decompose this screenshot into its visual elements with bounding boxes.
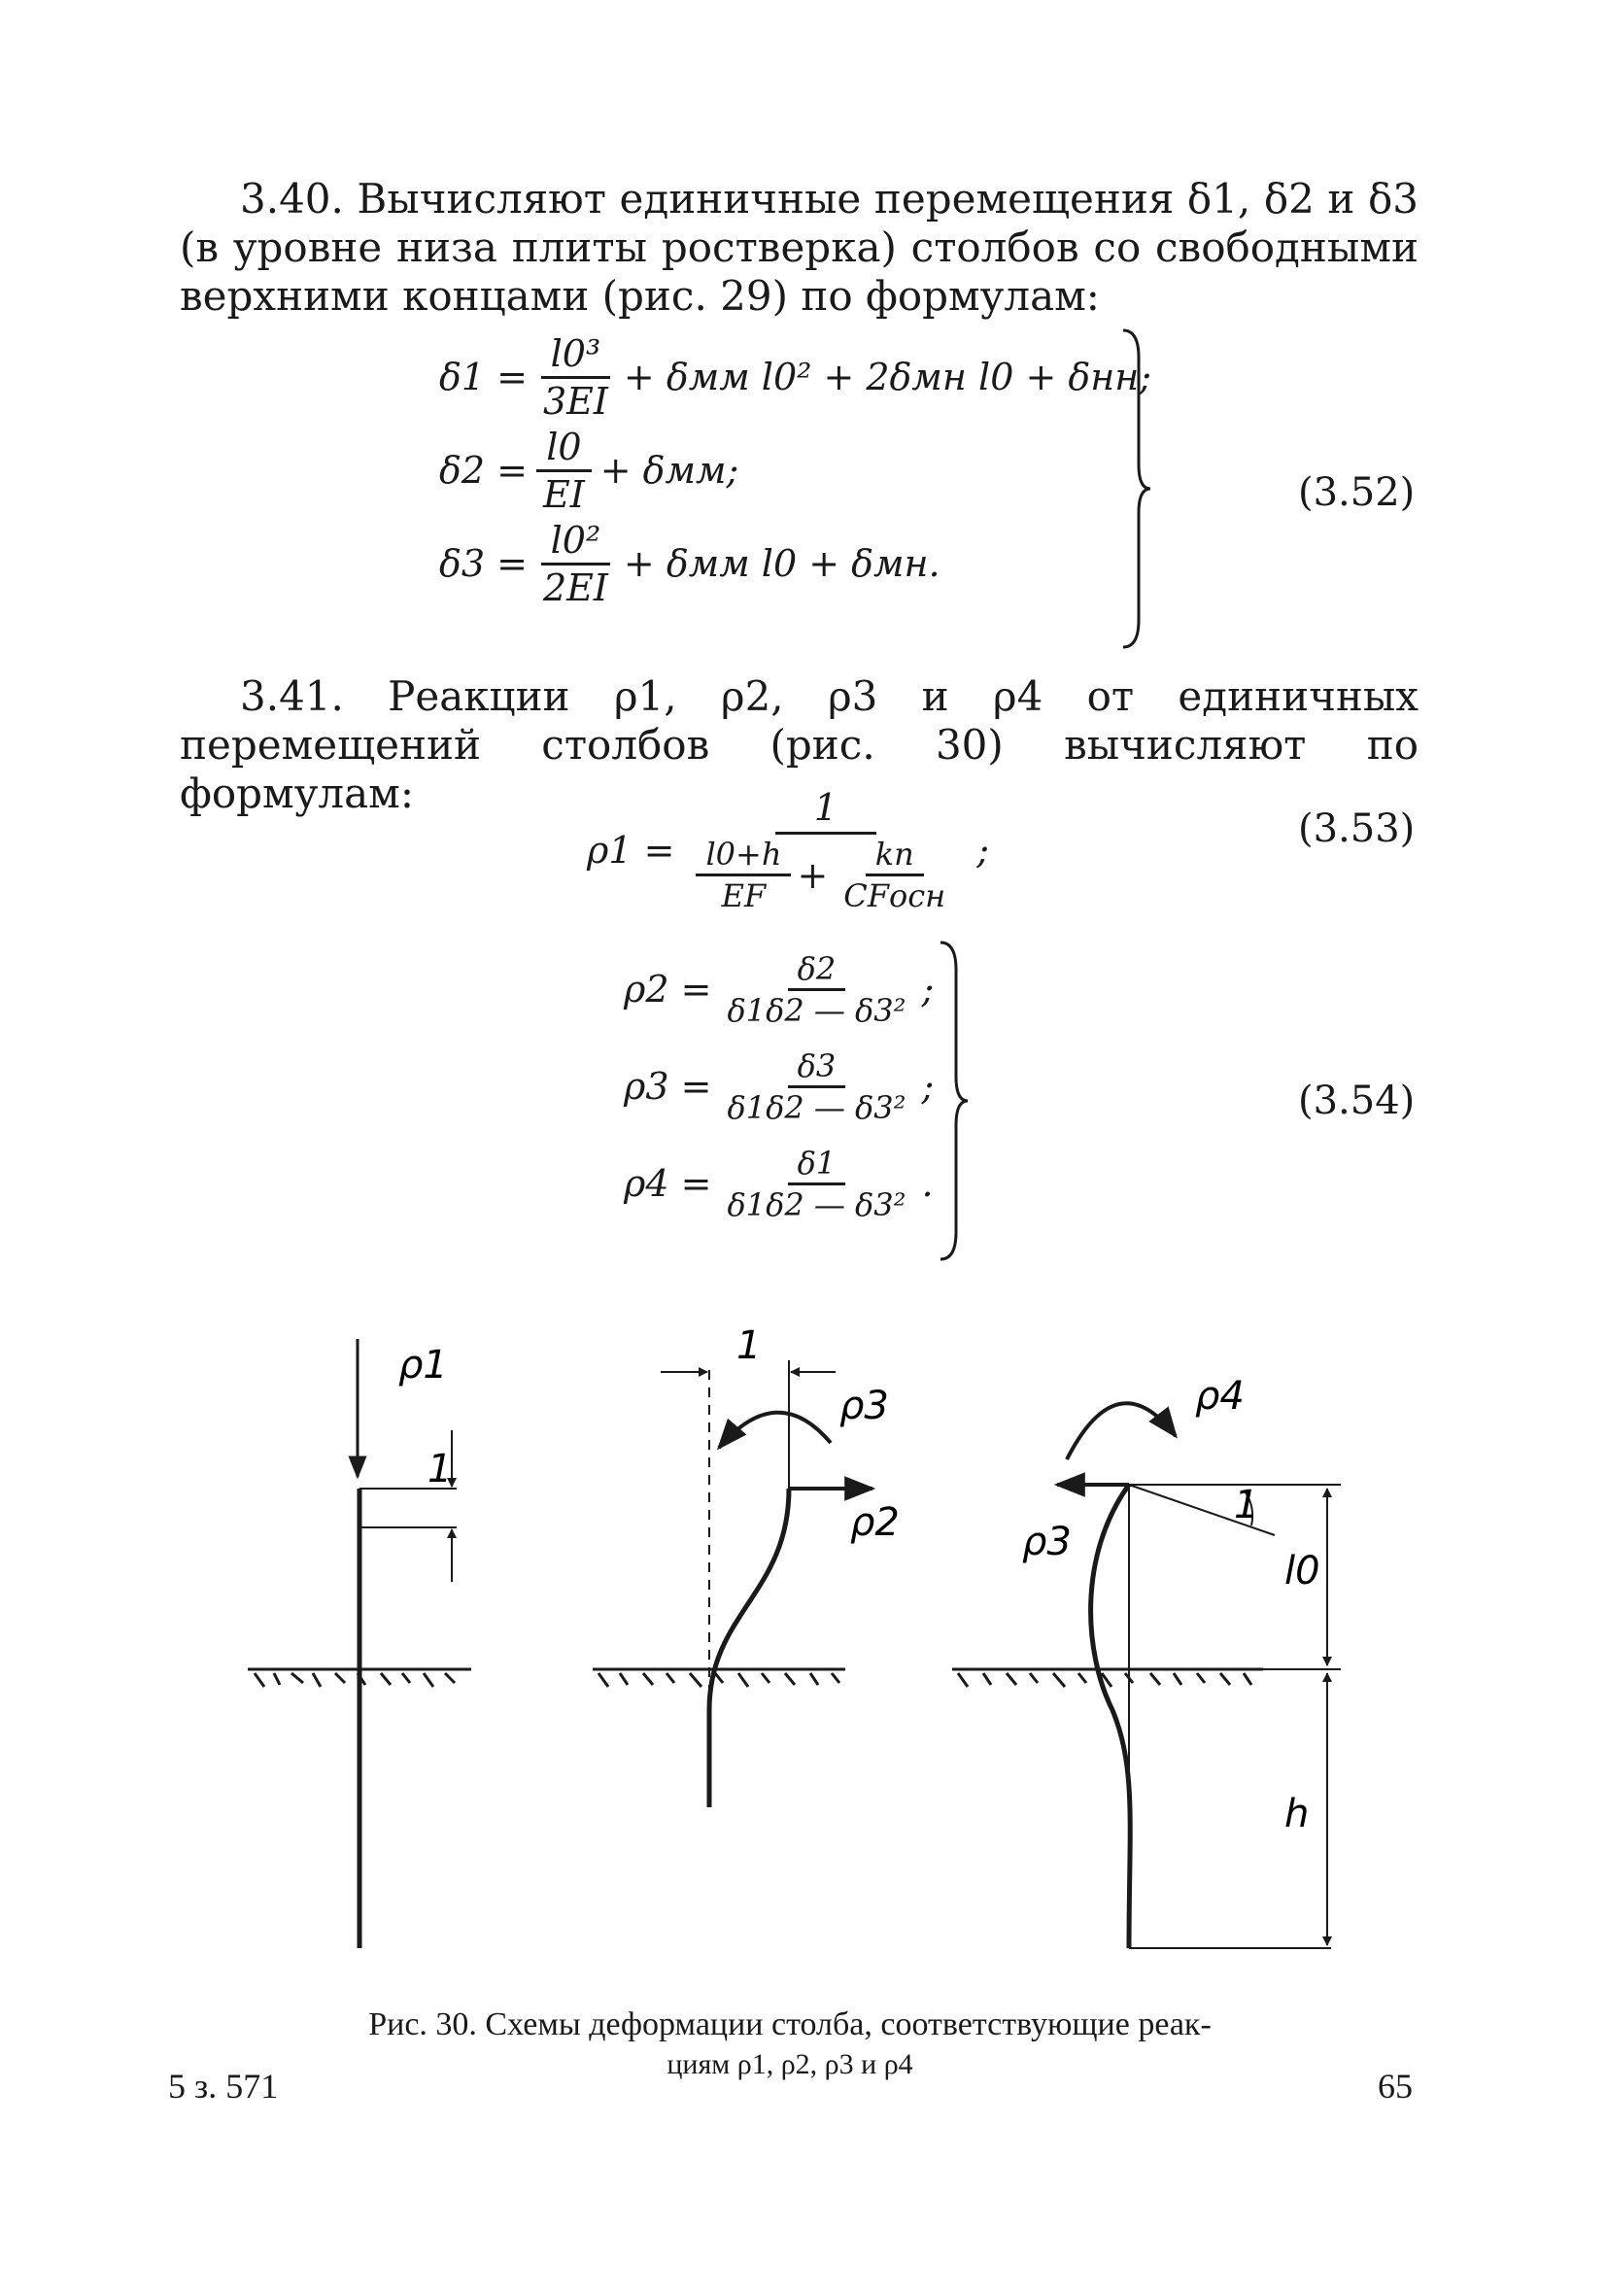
label-one-c: 1 (1234, 1483, 1259, 1527)
delta2-numerator: l0 (536, 427, 591, 472)
equation-number-3-53: (3.53) (1298, 806, 1416, 851)
rho3-numerator: δ3 (788, 1048, 846, 1088)
rho4-lhs: ρ4 = (624, 1162, 712, 1205)
pile-3-deformed-shaft (1091, 1485, 1131, 1948)
rho2-denominator: δ1δ2 — δ3² (727, 991, 906, 1029)
delta3-denominator: 2EI (542, 565, 608, 609)
pile-2-deformed-shaft (709, 1489, 789, 1807)
rho4-tail: . (921, 1162, 934, 1205)
label-rho3-right: ρ3 (1022, 1520, 1072, 1564)
label-rho1: ρ1 (398, 1343, 448, 1388)
rho4-numerator: δ1 (788, 1146, 846, 1185)
paragraph-3-40: 3.40. Вычисляют единичные перемещения δ1, δ2 и δ3 (в уровне низа плиты ростверка) столбов со свободными верхними концами (рис. 29) по формулам: (180, 175, 1419, 320)
rho3-tail: ; (921, 1065, 935, 1108)
equation-number-3-52: (3.52) (1298, 470, 1416, 515)
equation-number-3-54: (3.54) (1298, 1079, 1416, 1123)
rho3-lhs: ρ3 = (624, 1065, 712, 1108)
page-number: 65 (1378, 2067, 1413, 2106)
label-rho2: ρ2 (850, 1500, 900, 1545)
rho2-numerator: δ2 (788, 951, 846, 991)
rho1-tail: ; (976, 829, 990, 872)
rho3-denominator: δ1δ2 — δ3² (727, 1088, 906, 1126)
delta1-numerator: l0³ (541, 333, 611, 379)
label-h: h (1284, 1792, 1310, 1836)
rho1-lhs: ρ1 = (587, 829, 675, 872)
printing-signature: 5 з. 571 (168, 2067, 279, 2106)
delta2-lhs: δ2 = (439, 449, 528, 492)
rho1-den-b-numerator: kп (866, 837, 924, 876)
label-rho4: ρ4 (1195, 1374, 1245, 1419)
rho1-den-b-denominator: CFосн (843, 877, 946, 914)
ground-hatch-middle (593, 1669, 845, 1687)
ground-hatch-right (952, 1669, 1263, 1687)
figure-caption-line1: Рис. 30. Схемы деформации столба, соответствующие реак- (368, 2006, 1212, 2042)
rho1-den-a-denominator: EF (721, 877, 767, 914)
label-one-a: 1 (427, 1447, 453, 1491)
delta3-numerator: l0² (541, 520, 611, 565)
rho2-lhs: ρ2 = (624, 968, 712, 1011)
delta2-denominator: EI (542, 472, 585, 516)
label-l0: l0 (1284, 1549, 1320, 1593)
rho1-numerator: 1 (775, 787, 876, 835)
label-rho3-middle: ρ3 (839, 1384, 889, 1428)
figure-caption-line2: циям ρ1, ρ2, ρ3 и ρ4 (667, 2048, 913, 2080)
paragraph-3-41: 3.41. Реакции ρ1, ρ2, ρ3 и ρ4 от единичных перемещений столбов (рис. 30) вычисляют по формулам: (180, 672, 1419, 817)
delta3-lhs: δ3 = (439, 542, 528, 585)
delta3-rest: + δмм l0 + δмн. (623, 542, 940, 585)
rho4-denominator: δ1δ2 — δ3² (727, 1185, 906, 1223)
delta1-lhs: δ1 = (439, 356, 528, 398)
delta1-denominator: 3EI (542, 379, 608, 423)
arrow-rho3-moment (719, 1413, 831, 1448)
rho2-tail: ; (921, 968, 935, 1011)
rho1-den-a-numerator: l0+h (696, 837, 791, 876)
rho1-plus: + (797, 853, 829, 897)
pile-axial-scheme (358, 1339, 457, 1948)
delta1-rest: + δмм l0² + 2δмн l0 + δнн; (623, 356, 1152, 398)
delta2-rest: + δмм; (599, 449, 739, 492)
label-one-b: 1 (736, 1323, 762, 1368)
arrow-rho4-moment (1067, 1403, 1176, 1459)
